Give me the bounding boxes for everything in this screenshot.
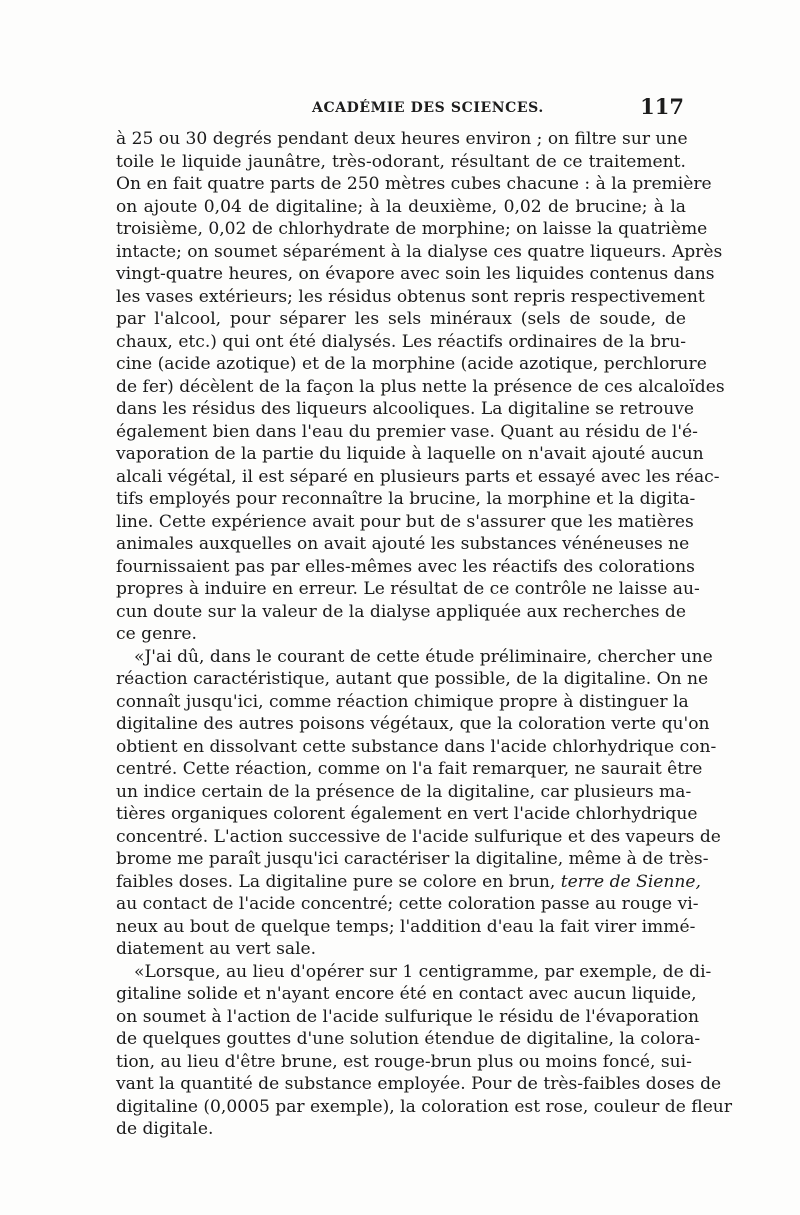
text-line: «J'ai dû, dans le courant de cette étude préliminaire, chercher une [134,646,713,667]
text-line: également bien dans l'eau du premier vase. Quant au résidu de l'é- [116,421,698,442]
text-line-with-italic [116,871,701,894]
running-title: ACADÉMIE DES SCIENCES. [312,100,544,116]
text-line: un indice certain de la présence de la digitaline, car plusieurs ma- [116,781,692,802]
page-header [116,94,684,124]
text-line: brome me paraît jusqu'ici caractériser la digitaline, même à de très- [116,849,709,869]
text-line: vaporation de la partie du liquide à laquelle on n'avait ajouté aucun [116,444,704,464]
text-line: concentré. L'action successive de l'acide sulfurique et des vapeurs de [116,826,721,847]
text-line: on soumet à l'action de l'acide sulfurique le résidu de l'évaporation [116,1006,699,1027]
text-line: on ajoute 0,04 de digitaline; à la deuxième, 0,02 de brucine; à la [116,196,686,217]
text-line: tifs employés pour reconnaître la brucine, la morphine et la digita- [116,489,696,509]
text-line: tion, au lieu d'être brune, est rouge-brun plus ou moins foncé, sui- [116,1051,692,1072]
text-line: alcali végétal, il est séparé en plusieurs parts et essayé avec les réac- [116,466,720,487]
text-line: ce genre. [116,624,197,644]
text-line: vant la quantité de substance employée. Pour de très-faibles doses de [116,1074,722,1094]
italic-phrase: terre de Sienne, [560,871,701,892]
text-line: par l'alcool, pour séparer les sels minéraux (sels de soude, de [116,309,686,329]
body-text [116,128,732,1141]
text-line: réaction caractéristique, autant que possible, de la digitaline. On ne [116,669,709,689]
text-line: obtient en dissolvant cette substance dans l'acide chlorhydrique con- [116,736,717,757]
text-line: line. Cette expérience avait pour but de s'assurer que les matières [116,511,694,532]
text-line: chaux, etc.) qui ont été dialysés. Les réactifs ordinaires de la bru- [116,331,686,352]
text-line: cine (acide azotique) et de la morphine (acide azotique, perchlorure [116,354,707,374]
text-line: au contact de l'acide concentré; cette coloration passe au rouge vi- [116,894,699,914]
text-line: On en fait quatre parts de 250 mètres cubes chacune : à la première [116,174,712,194]
text-segment: faibles doses. La digitaline pure se colore en brun, [116,871,556,892]
text-line: connaît jusqu'ici, comme réaction chimique propre à distinguer la [116,691,689,712]
text-line: fournissaient pas par elles-mêmes avec les réactifs des colorations [116,556,695,577]
text-line: de fer) décèlent de la façon la plus nette la présence de ces alcaloïdes [116,376,725,397]
text-line: vingt-quatre heures, on évapore avec soin les liquides contenus dans [116,264,715,284]
text-line: animales auxquelles on avait ajouté les substances vénéneuses ne [116,534,690,554]
text-line: digitaline des autres poisons végétaux, que la coloration verte qu'on [116,714,710,734]
text-line: de digitale. [116,1119,214,1139]
text-line: toile le liquide jaunâtre, très-odorant, résultant de ce traitement. [116,151,686,172]
text-line: les vases extérieurs; les résidus obtenus sont repris respectivement [116,286,705,307]
text-line: cun doute sur la valeur de la dialyse appliquée aux recherches de [116,601,686,622]
text-line: à 25 ou 30 degrés pendant deux heures environ ; on filtre sur une [116,129,688,149]
text-line: propres à induire en erreur. Le résultat de ce contrôle ne laisse au- [116,579,700,599]
text-line: dans les résidus des liqueurs alcooliques. La digitaline se retrouve [116,399,694,419]
text-line: troisième, 0,02 de chlorhydrate de morphine; on laisse la quatrième [116,219,708,239]
text-line: centré. Cette réaction, comme on l'a fait remarquer, ne saurait être [116,759,703,779]
text-line: digitaline (0,0005 par exemple), la coloration est rose, couleur de fleur [116,1096,732,1117]
page-number: 117 [640,94,684,119]
text-line: intacte; on soumet séparément à la dialyse ces quatre liqueurs. Après [116,241,723,262]
text-line: «Lorsque, au lieu d'opérer sur 1 centigramme, par exemple, de di- [134,961,712,982]
text-line: neux au bout de quelque temps; l'addition d'eau la fait virer immé- [116,916,696,937]
text-line: diatement au vert sale. [116,939,317,959]
text-line: gitaline solide et n'ayant encore été en contact avec aucun liquide, [116,984,697,1004]
text-line: tières organiques colorent également en vert l'acide chlorhydrique [116,804,698,824]
text-line: de quelques gouttes d'une solution étendue de digitaline, la colora- [116,1029,701,1049]
